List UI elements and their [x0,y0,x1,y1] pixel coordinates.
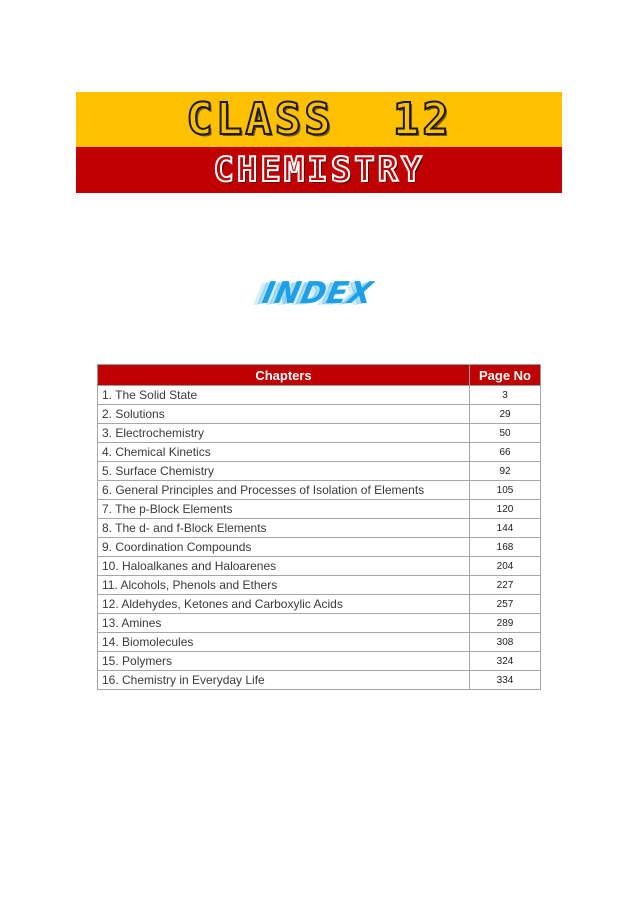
table-row [98,500,541,519]
table-row [98,557,541,576]
chapter-name: 8. The d- and f-Block Elements [98,519,470,538]
chapter-name: 15. Polymers [98,652,470,671]
chapter-name: 5. Surface Chemistry [98,462,470,481]
class-banner [76,92,562,147]
table-row [98,424,541,443]
table-row [98,576,541,595]
chapters-column-header: Chapters [98,365,470,386]
chapter-name: 2. Solutions [98,405,470,424]
chapter-index-table [97,364,541,690]
table-header-row [98,365,541,386]
page-number: 50 [470,424,541,443]
chapter-name: 16. Chemistry in Everyday Life [98,671,470,690]
table-row [98,481,541,500]
class-title: CLASS 12 [186,93,452,145]
subject-banner [76,147,562,193]
chapter-name: 3. Electrochemistry [98,424,470,443]
page-number: 120 [470,500,541,519]
table-row [98,462,541,481]
table-row [98,652,541,671]
page-number: 3 [470,386,541,405]
table-row [98,538,541,557]
table-row [98,443,541,462]
chapter-name: 9. Coordination Compounds [98,538,470,557]
page-number: 66 [470,443,541,462]
index-title: INDEX [259,276,377,311]
table-row [98,519,541,538]
page-number: 105 [470,481,541,500]
chapter-name: 14. Biomolecules [98,633,470,652]
index-heading [0,276,636,311]
table-row [98,671,541,690]
page-number: 168 [470,538,541,557]
page-number: 289 [470,614,541,633]
page-number: 257 [470,595,541,614]
table-row [98,405,541,424]
page-number: 334 [470,671,541,690]
table-row [98,614,541,633]
table-row [98,386,541,405]
page-no-column-header: Page No [470,365,541,386]
page-number: 144 [470,519,541,538]
page-number: 92 [470,462,541,481]
page-number: 308 [470,633,541,652]
chapter-name: 10. Haloalkanes and Haloarenes [98,557,470,576]
page-number: 29 [470,405,541,424]
page-number: 324 [470,652,541,671]
chapter-name: 1. The Solid State [98,386,470,405]
chapter-name: 4. Chemical Kinetics [98,443,470,462]
chapter-name: 13. Amines [98,614,470,633]
chapter-name: 12. Aldehydes, Ketones and Carboxylic Acids [98,595,470,614]
chapter-name: 6. General Principles and Processes of Isolation of Elements [98,481,470,500]
table-row [98,595,541,614]
page-number: 227 [470,576,541,595]
chapter-name: 7. The p-Block Elements [98,500,470,519]
chapter-name: 11. Alcohols, Phenols and Ethers [98,576,470,595]
page-number: 204 [470,557,541,576]
subject-title: CHEMISTRY [213,150,425,190]
table-row [98,633,541,652]
